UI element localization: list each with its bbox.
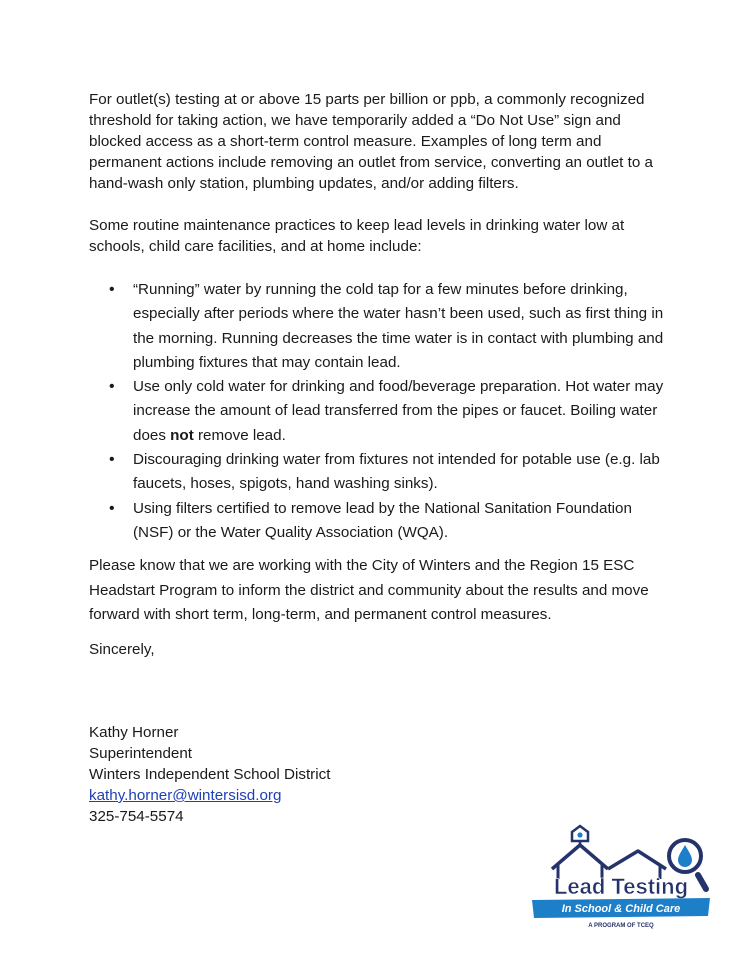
list-item-text: remove lead. [193, 426, 286, 444]
signer-title: Superintendent [89, 745, 193, 762]
school-house-icon [552, 826, 608, 879]
letter-body [89, 89, 671, 660]
signer-phone: 325-754-5574 [89, 808, 184, 825]
logo-title: Lead Testing [553, 874, 689, 899]
lead-testing-logo [528, 823, 714, 931]
list-item: • Using filters certified to remove lead by the National Sanitation Foundation (NSF) or the Water Quality Association (WQA). [89, 497, 671, 546]
list-item: • “Running” water by running the cold tap for a few minutes before drinking, especially after periods where the water hasn’t been used, such as first thing in the morning. Running decreases the time water is in contact with plumbing and plumbing fixtures that may contain lead. [89, 278, 671, 375]
signature-block [89, 722, 330, 827]
list-item [89, 375, 671, 448]
paragraph-maintenance-intro: Some routine maintenance practices to keep lead levels in drinking water low at schools, child care facilities, and at home include: [89, 217, 625, 255]
maintenance-list [89, 278, 671, 545]
logo-subtitle: In School & Child Care [561, 903, 681, 915]
paragraph-outlet-testing: For outlet(s) testing at or above 15 parts per billion or ppb, a commonly recognized threshold for taking action, we have temporarily added a “Do Not Use” sign and blocked access as a short-term control measure. Examples of long term and permanent actions include removing an outlet from service, converting an outlet to a hand-wash only station, plumbing updates, and/or adding filters. [89, 91, 653, 192]
signer-name: Kathy Horner [89, 724, 179, 741]
list-item-text: Use only cold water for drinking and food/beverage preparation. Hot water may increase the amount of lead transferred from the pipes or faucet. Boiling water does [133, 378, 664, 444]
logo-tagline: A PROGRAM OF TCEQ [588, 923, 654, 929]
list-item: • Discouraging drinking water from fixtures not intended for potable use (e.g. lab faucets, hoses, spigots, hand washing sinks). [89, 448, 671, 497]
email-link[interactable]: kathy.horner@wintersisd.org [89, 787, 282, 804]
paragraph-working-with-city: Please know that we are working with the City of Winters and the Region 15 ESC Headstart Program to inform the district and community about the results and move forward with short term, long-term, and permanent control measures. [89, 557, 649, 623]
closing: Sincerely, [89, 641, 155, 659]
emphasis-text: not [170, 426, 194, 444]
signer-organization: Winters Independent School District [89, 766, 331, 783]
